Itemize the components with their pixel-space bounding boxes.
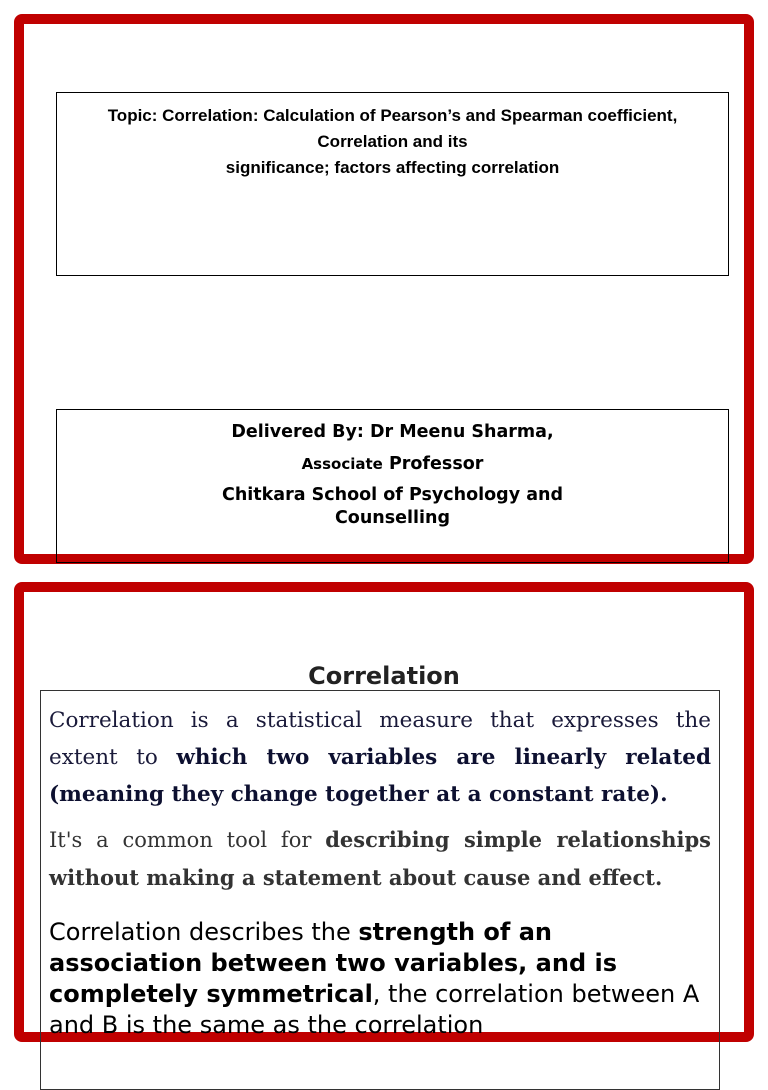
p1-bold: which two variables are linearly related: [176, 745, 712, 770]
p3-tail: , the correlation between A and B is the same as the correlation: [49, 980, 700, 1039]
author-title: [57, 452, 728, 476]
p1-text: Correlation is a statistical measure that expresses the extent to: [49, 708, 711, 770]
author-title-large: Professor: [388, 454, 484, 474]
topic-line: significance; factors affecting correlation: [225, 158, 560, 177]
p2-text: It's a common tool for: [49, 828, 326, 852]
definition-paragraph: [49, 702, 711, 813]
usage-paragraph: [49, 821, 711, 897]
institution-line: Counselling: [334, 508, 451, 528]
topic-box: [56, 92, 729, 276]
institution-line: Chitkara School of Psychology and: [222, 485, 563, 505]
content-box: [40, 690, 720, 1090]
topic-line: Topic: Correlation: Calculation of Pearson’s and Spearman coefficient,: [107, 106, 678, 125]
author-box: [56, 409, 729, 563]
p3-text: Correlation describes the: [49, 918, 359, 946]
p1-tail: (meaning they change together at a constant rate).: [49, 782, 668, 807]
institution: [57, 484, 728, 530]
correlation-slide: [14, 582, 754, 1042]
title-slide: [14, 14, 754, 564]
author-title-small: Associate: [301, 455, 383, 473]
slide-heading: Correlation: [308, 662, 460, 690]
delivered-by: Delivered By: Dr Meenu Sharma,: [231, 422, 554, 442]
p2-bold: describing simple relationships without making a statement about cause and effect.: [49, 827, 711, 890]
p3-bold: strength of an association between two variables, and is completely symmetrical: [49, 918, 617, 1008]
symmetry-paragraph: [49, 917, 711, 1041]
topic-line: Correlation and its: [317, 132, 468, 151]
